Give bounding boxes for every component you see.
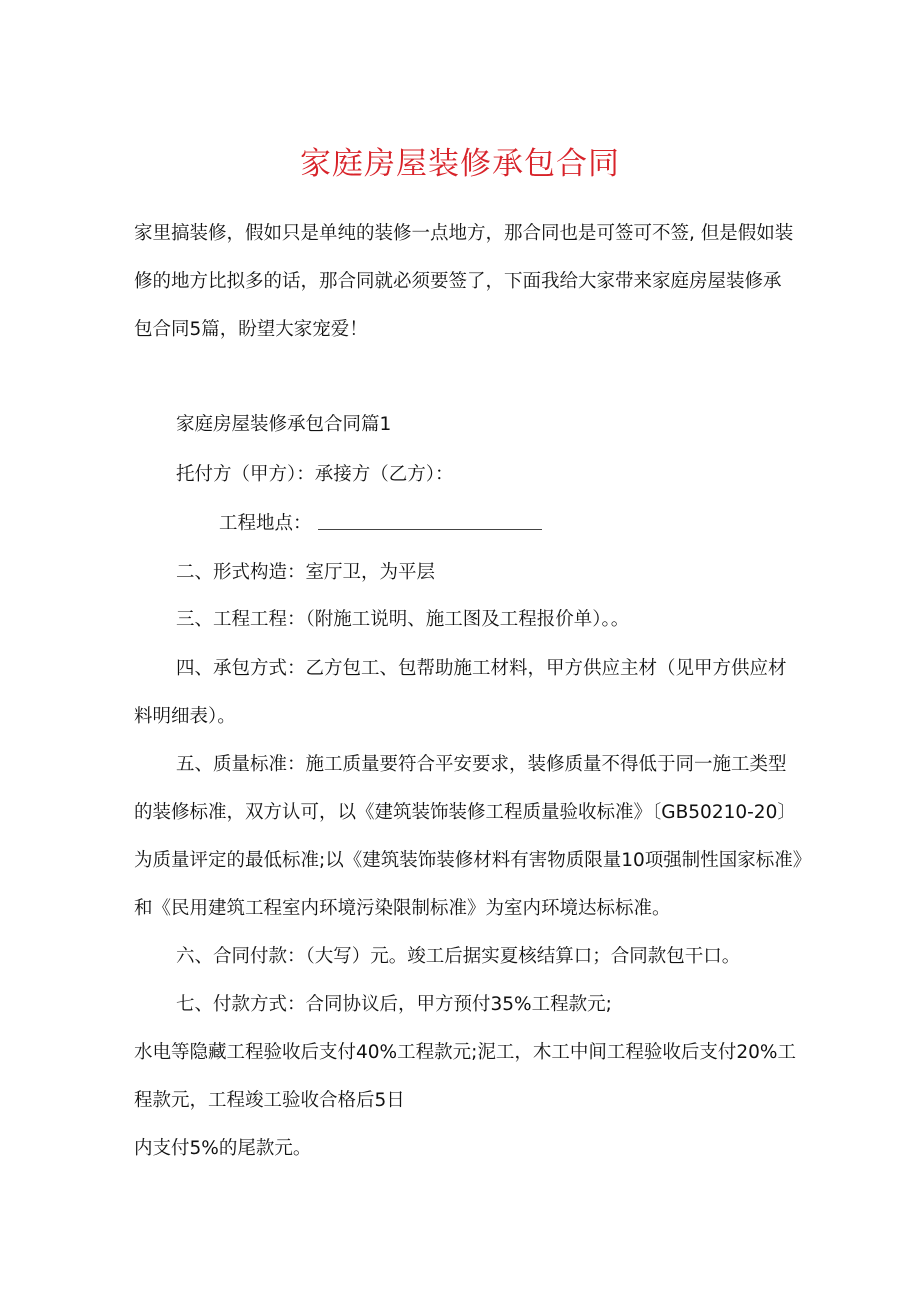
clause-2: 二、形式构造：室厅卫，为平层 [176, 562, 436, 583]
clause-4-line-2: 料明细表）。 [134, 706, 236, 727]
clause-5-line-2: 的装修标准，双方认可，以《建筑装饰装修工程质量验收标准》〔GB50210-20〕 [134, 802, 796, 823]
intro-line-2: 修的地方比拟多的话，那合同就必须要签了，下面我给大家带来家庭房屋装修承 [134, 271, 782, 292]
intro-line-3: 包合同5篇，盼望大家宠爱！ [134, 319, 368, 340]
site-blank-line [318, 529, 542, 530]
clause-7-line-1: 七、付款方式：合同协议后，甲方预付35%工程款元; [176, 994, 612, 1015]
clause-6: 六、合同付款：（大写）元。竣工后据实夏核结算口；合同款包干口。 [176, 946, 741, 967]
document-title: 家庭房屋装修承包合同 [300, 146, 620, 182]
site-label: 工程地点： [219, 513, 312, 534]
clause-7-line-3: 程款元，工程竣工验收合格后5日 [134, 1090, 405, 1111]
clause-5-line-1: 五、质量标准：施工质量要符合平安要求，装修质量不得低于同一施工类型 [176, 754, 787, 775]
clause-7-line-4: 内支付5%的尾款元。 [134, 1138, 312, 1159]
clause-7-line-2: 水电等隐藏工程验收后支付40%工程款元;泥工，木工中间工程验收后支付20%工 [134, 1042, 796, 1063]
clause-3: 三、工程工程：（附施工说明、施工图及工程报价单）。。 [176, 609, 630, 630]
clause-4-line-1: 四、承包方式：乙方包工、包帮助施工材料，甲方供应主材（见甲方供应材 [176, 658, 787, 679]
section-heading: 家庭房屋装修承包合同篇1 [176, 414, 392, 435]
clause-5-line-4: 和《民用建筑工程室内环境污染限制标准》为室内环境达标标准。 [134, 898, 671, 919]
parties-line: 托付方（甲方）：承接方（乙方）： [176, 464, 454, 485]
clause-5-line-3: 为质量评定的最低标准;以《建筑装饰装修材料有害物质限量10项强制性国家标准》 [134, 850, 812, 871]
intro-line-1: 家里搞装修，假如只是单纯的装修一点地方，那合同也是可签可不签, 但是假如装 [134, 223, 794, 244]
